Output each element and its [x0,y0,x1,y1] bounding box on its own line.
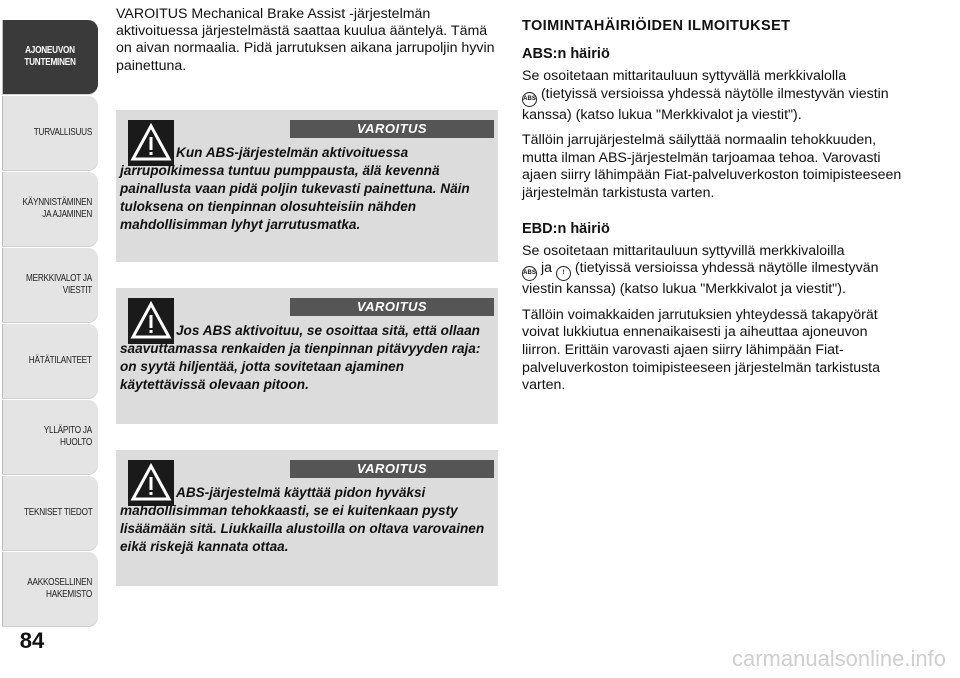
ebd-text-ja: ja [540,260,552,277]
ebd-paragraph-1 [522,243,908,299]
section-title: TOIMINTAHÄIRIÖIDEN ILMOITUKSET [522,18,791,34]
tab-turvallisuus[interactable] [2,96,98,170]
tab-label: AJONEUVON TUNTEMINEN [24,45,76,68]
warning-heading: VAROITUS [290,120,494,138]
page-number: 84 [19,628,45,653]
ebd-paragraph-2: Tällöin voimakkaiden jarrutuksien yhteydessä takapyörät voivat lukkiutua ennenaikaisesti ja aiheuttaa ajoneuvon liirron. Erittäin varovasti ajaen siirry lähimpään Fiat-palveluverkoston toimipisteeseen järjestelmän tarkistusta varten. [522,306,881,394]
tab-ajoneuvon-tunteminen[interactable] [2,20,98,94]
tab-label: AAKKOSELLINEN HAKEMISTO [27,577,93,600]
warning-heading: VAROITUS [290,460,494,478]
abs-paragraph-1 [522,68,908,124]
tab-kaynnistaminen[interactable] [2,172,98,246]
abs-paragraph-2: Tällöin jarrujärjestelmä säilyttää normaalin tehokkuuden, mutta ilman ABS-järjestelmän tarjoamaa tehoa. Varovasti ajaen siirry lähimpään Fiat-palveluverkoston toimipisteeseen järjestelmän tarkistusta varten. [522,132,902,201]
ebd-text-b: (tietyissä versioissa yhdessä näytölle ilmestyvän viestin kanssa) (katso lukua "Merkkivalot ja viestit"). [522,260,879,298]
tab-label: HÄTÄTILANTEET [29,355,92,366]
tab-label: YLLÄPITO JA HUOLTO [43,425,92,448]
warning-body: Kun ABS-järjestelmän aktivoituessa jarrupolkimessa tuntuu pumppausta, älä kevennä painallusta vaan pidä poljin tukevasti painettuna. Näin tuloksena on tienpinnan olosuhteisiin nähden mahdollisimman lyhyt jarrutusmatka. [120,145,470,232]
tab-label: TURVALLISUUS [33,127,92,138]
left-column [116,6,498,75]
right-column [522,18,908,403]
warning-text [120,322,492,394]
ebd-text-a: Se osoitetaan mittaritauluun syttyvillä merkkivaloilla [522,242,845,259]
tab-hatatilanteet[interactable] [2,324,98,398]
abs-text-b: (tietyissä versioissa yhdessä näytölle ilmestyvän viestin kanssa) (katso lukua "Merkkivalot ja viestit"). [522,85,889,123]
warning-text [120,144,492,234]
warning-box [116,288,498,424]
tab-tekniset-tiedot[interactable] [2,476,98,550]
warning-box [116,110,498,262]
warning-heading: VAROITUS [290,298,494,316]
tab-yllapito[interactable] [2,400,98,474]
abs-warning-light-icon: ABS [522,92,537,107]
warning-text [120,484,492,556]
ebd-heading: EBD:n häiriö [522,220,610,237]
tab-label: MERKKIVALOT JA VIESTIT [26,273,92,296]
abs-text-a: Se osoitetaan mittaritauluun syttyvällä merkkivalolla [522,68,847,84]
watermark: carmanualsonline.info [731,646,946,671]
warning-box [116,450,498,586]
warning-body: ABS-järjestelmä käyttää pidon hyväksi mahdollisimman tehokkaasti, se ei kuitenkaan pysty lisäämään sitä. Liukkailla alustoilla on oltava varovainen eikä riskejä kannata ottaa. [120,485,485,554]
abs-heading: ABS:n häiriö [522,46,610,62]
tab-label: TEKNISET TIEDOT [23,507,92,518]
warning-body: Jos ABS aktivoituu, se osoittaa sitä, että ollaan saavuttamassa renkaiden ja tienpinnan pitävyyden raja: on syytä hiljentää, jotta sovitetaan ajaminen käytettävissä olevaan pitoon. [120,323,481,392]
intro-paragraph: VAROITUS Mechanical Brake Assist -järjestelmän aktivoituessa järjestelmästä saattaa kuulua ääntelyä. Tämä on aivan normaalia. Pidä jarrutuksen aikana jarrupoljin hyvin painettuna. [116,6,495,74]
brake-warning-light-icon: ! [556,266,571,281]
tab-hakemisto[interactable] [2,552,98,626]
tab-label: KÄYNNISTÄMINEN JA AJAMINEN [22,197,92,220]
abs-warning-light-icon: ABS [522,266,537,281]
tab-merkkivalot[interactable] [2,248,98,322]
